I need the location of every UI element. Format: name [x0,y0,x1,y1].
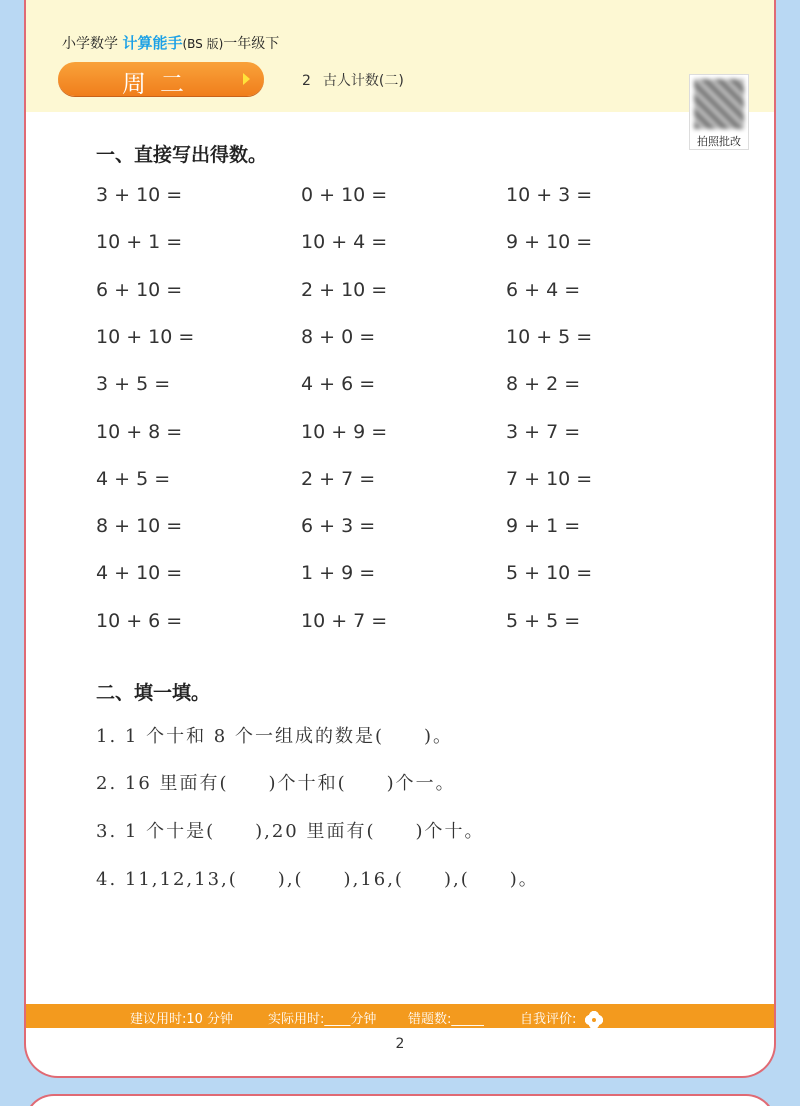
problem-item: 6 + 3 = [301,515,376,538]
book-grade: 一年级下 [223,36,280,52]
problem-item: 9 + 1 = [506,515,581,538]
problem-item: 4 + 6 = [301,373,376,396]
worksheet-page [24,0,776,1078]
book-brand: 计算能手 [122,34,183,52]
qr-label: 拍照批改 [697,135,741,148]
flower-icon[interactable] [586,1012,602,1028]
book-edition: (BS 版) [182,37,224,51]
problem-item: 8 + 2 = [506,373,581,396]
problem-item: 5 + 5 = [506,609,581,632]
problem-item: 7 + 10 = [506,467,593,490]
lesson-heading [302,70,404,90]
problem-item: 9 + 10 = [506,231,593,254]
problem-item: 10 + 10 = [96,325,195,348]
lesson-number: 2 [302,73,311,89]
problem-item: 10 + 1 = [96,231,183,254]
problem-item: 6 + 10 = [96,278,183,301]
problem-item: 3 + 5 = [96,373,171,396]
section2-title: 二、填一填。 [96,682,211,704]
self-eval-label: 自我评价: [520,1012,577,1027]
qr-code-box[interactable] [689,74,749,150]
footer-bar [26,1004,774,1028]
fill-item-4: 4. 11,12,13,( ),( ),16,( ),( )。 [96,869,539,890]
fill-item-1: 1. 1 个十和 8 个一组成的数是( )。 [96,726,454,747]
suggested-time: 建议用时:10 分钟 [130,1012,234,1027]
problem-item: 1 + 9 = [301,562,376,585]
problem-item: 6 + 4 = [506,278,581,301]
page-number: 2 [395,1036,405,1052]
book-title [62,32,279,53]
problem-item: 2 + 10 = [301,278,388,301]
problem-item: 4 + 10 = [96,562,183,585]
day-label: 周二 [122,70,198,98]
problem-item: 3 + 7 = [506,420,581,443]
fill-item-3: 3. 1 个十是( ),20 里面有( )个十。 [96,821,485,842]
next-page-edge [24,1094,776,1106]
problem-item: 5 + 10 = [506,562,593,585]
error-count: 错题数:_____ [408,1012,484,1027]
problem-item: 10 + 3 = [506,184,593,206]
problem-item: 10 + 6 = [96,609,183,632]
play-arrow-icon [243,73,250,85]
problem-item: 10 + 9 = [301,420,388,443]
problem-item: 8 + 10 = [96,515,183,538]
fill-item-2: 2. 16 里面有( )个十和( )个一。 [96,773,456,794]
problem-item: 10 + 4 = [301,231,388,254]
problem-item: 2 + 7 = [301,467,376,490]
qr-code-icon [694,79,744,129]
problem-item: 10 + 8 = [96,420,183,443]
problem-item: 4 + 5 = [96,467,171,490]
problem-item: 8 + 0 = [301,325,376,348]
day-badge [58,62,264,96]
problem-item: 3 + 10 = [96,184,183,206]
lesson-title: 古人计数(二) [322,73,404,89]
problem-item: 10 + 5 = [506,325,593,348]
problem-item: 0 + 10 = [301,184,388,206]
section1-title: 一、直接写出得数。 [96,144,268,166]
actual-time: 实际用时:____分钟 [268,1012,377,1027]
book-prefix: 小学数学 [62,36,123,52]
problem-item: 10 + 7 = [301,609,388,632]
